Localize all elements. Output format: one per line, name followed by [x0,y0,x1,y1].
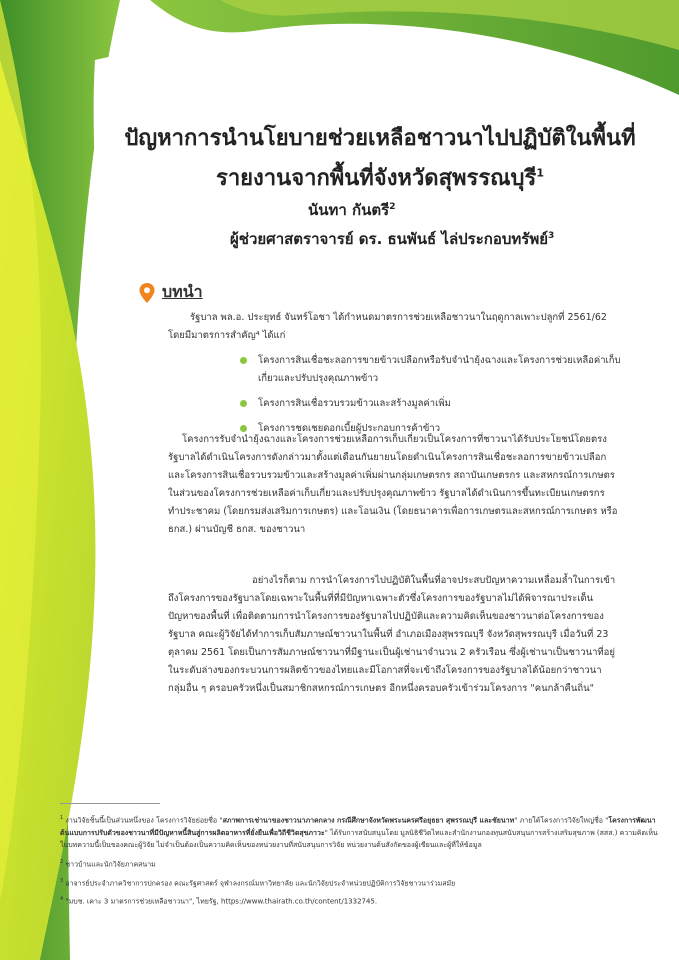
author-name-2 [230,227,554,251]
footnote-3 [60,875,660,890]
footnote-number: 2 [60,858,64,865]
title-footnote-ref: 1 [536,166,544,180]
footnote-text: " ภายใต้โครงการวิจัยใหญ่ชื่อ " [514,816,609,825]
title-line2-text: รายงานจากพื้นที่จังหวัดสุพรรณบุรี [216,166,537,191]
footnote-number: 4 [60,896,64,903]
footnote-bold-text: โครงการพัฒนาต้นแบบการปรับตัวของชาวนาที่มีปัญหาหนี้สินสู่การผลิตอาหารที่ยั่งยืนเพื่อวิถีชีวิตสุขภาวะ [60,816,656,837]
footnote-bold-text: สภาพการเช่านาของชาวนาภาคกลาง กรณีศึกษาจังหวัดพระนครศรีอยุธยา สุพรรณบุรี และชัยนาท [222,816,515,825]
bullet-dot-icon [240,400,247,407]
author2-text: ผู้ช่วยศาสตราจารย์ ดร. ธนพันธ์ ไล่ประกอบทรัพย์ [230,230,549,248]
footnote-text: " ได้รับการสนับสนุนโดย มูลนิธิชีวิตไทและสำนักงานกองทุนสนับสนุนการสร้างเสริมสุขภาพ (สสส.) ความคิดเห็นในบทความนี้เป็นของคณะผู้วิจัย ไม่จำเป็นต้องเป็นความคิดเห็นของหน่วยงานที่สนับสนุนการวิจัย หน่วยงานต้นสังกัดของผู้เขียนและผู้ที่ให้ข้อมูล [60,828,658,850]
footnote-divider [60,803,160,804]
author2-footnote-ref: 3 [548,231,555,241]
footnote-2 [60,856,660,871]
list-item-text: โครงการสินเชื่อรวบรวมข้าวและสร้างมูลค่าเพิ่ม [258,398,451,409]
bullet-dot-icon [240,357,247,364]
list-item-text: โครงการชดเชยดอกเบี้ยผู้ประกอบการค้าข้าว [258,423,441,434]
document-title-line1: ปัญหาการนำนโยบายช่วยเหลือชาวนาไปปฏิบัติในพื้นที่ [124,126,636,151]
author1-footnote-ref: 2 [389,202,396,212]
body-paragraph-3: อย่างไรก็ตาม การนำโครงการไปปฏิบัติในพื้นที่อาจประสบปัญหาความเหลื่อมล้ำในการเข้าถึงโครงการของรัฐบาลโดยเฉพาะในพื้นที่ที่มีปัญหาเฉพาะตัวซึ่งโครงการของรัฐบาลไม่ได้พิจารณาประเด็นปัญหาของพื้นที่ เพื่อติดตามการนำโครงการของรัฐบาลไปปฏิบัติและความคิดเห็นของชาวนาต่อโครงการของรัฐบาล คณะผู้วิจัยได้ทำการเก็บสัมภาษณ์ชาวนาในพื้นที่ อำเภอเมืองสุพรรณบุรี จังหวัดสุพรรณบุรี เมื่อวันที่ 23 ตุลาคม 2561 โดยเป็นการสัมภาษณ์ชาวนาที่มีฐานะเป็นผู้เช่านาจำนวน 2 ครัวเรือน ซึ่งผู้เช่านาเป็นชาวนาที่อยู่ในระดับล่างของกระบวนการผลิตข้าวของไทยและมีโอกาสที่จะเข้าถึงโครงการของรัฐบาลได้น้อยกว่าชาวนากลุ่มอื่น ๆ ครอบครัวหนึ่งเป็นสมาชิกสหกรณ์การเกษตร อีกหนึ่งครอบครัวเข้าร่วมโครงการ "คนกล้าคืนถิ่น" [168,575,616,694]
list-item [234,352,624,388]
footnote-text: ชาวบ้านและนักวิจัยภาคสนาม [65,860,156,869]
footnote-4 [60,893,660,908]
footnotes [60,812,660,912]
footnote-text: อาจารย์ประจำภาควิชาการปกครอง คณะรัฐศาสตร์ จุฬาลงกรณ์มหาวิทยาลัย และนักวิจัยประจำหน่วยปฏิบัติการวิจัยชาวนาร่วมสมัย [65,878,456,887]
author-name-1 [308,198,395,222]
footnote-text: "มบช. เคาะ 3 มาตรการช่วยเหลือชาวนา", ไทยรัฐ, https://www.thairath.co.th/content/1332745. [65,897,378,906]
author1-text: นันทา กันตรี [308,201,390,219]
document-title-line2 [100,160,660,195]
location-pin-icon [138,282,156,304]
footnote-text: งานวิจัยชิ้นนี้เป็นส่วนหนึ่งของ โครงการวิจัยย่อยชื่อ " [65,816,223,825]
footnote-number: 3 [60,877,64,884]
list-item-text: โครงการสินเชื่อชะลอการขายข้าวเปลือกหรือรับจำนำยุ้งฉางและโครงการช่วยเหลือค่าเก็บเกี่ยวและปรับปรุงคุณภาพข้าว [258,355,621,384]
intro-paragraph: รัฐบาล พล.อ. ประยุทธ์ จันทร์โอชา ได้กำหนดมาตรการช่วยเหลือชาวนาในฤดูกาลเพาะปลูกที่ 2561/62 โดยมีมาตรการสำคัญ⁴ ได้แก่ [168,312,607,341]
section-title: บทนำ [162,282,203,301]
footnote-number: 1 [60,815,64,821]
body-paragraph-2: โครงการรับจำนำยุ้งฉางและโครงการช่วยเหลือการเก็บเกี่ยวเป็นโครงการที่ชาวนาได้รับประโยชน์โดยตรง รัฐบาลได้ดำเนินโครงการดังกล่าวมาตั้งแต่เดือนกันยายนโดยดำเนินโครงการสินเชื่อชะลอการขายข้าวเปลือกและโครงการสินเชื่อรวบรวมข้าวและสร้างมูลค่าเพิ่มผ่านกลุ่มเกษตรกร สถาบันเกษตรกร และสหกรณ์การเกษตร ในส่วนของโครงการช่วยเหลือค่าเก็บเกี่ยวและปรับปรุงคุณภาพข้าว รัฐบาลได้ดำเนินการขึ้นทะเบียนเกษตรกร ทำประชาคม (โดยกรมส่งเสริมการเกษตร) และโอนเงิน (โดยธนาคารเพื่อการเกษตรและสหกรณ์การเกษตร หรือ ธกส.) ผ่านบัญชี ธกส. ของชาวนา [168,434,618,535]
list-item [234,395,624,413]
section-heading [138,280,203,305]
footnote-1 [60,812,660,852]
